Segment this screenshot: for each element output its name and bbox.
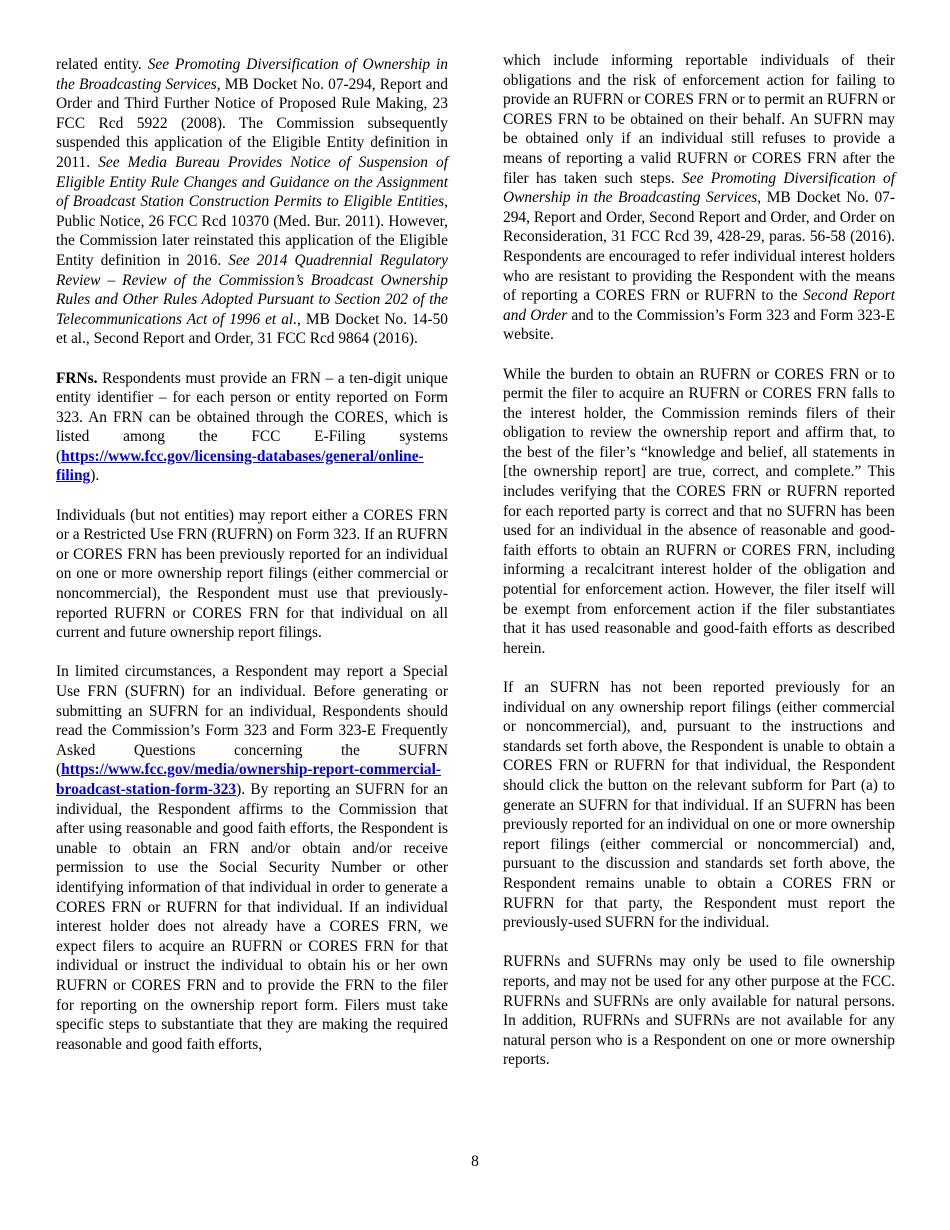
- right-column: [503, 51, 895, 1089]
- paragraph-usage-limits: RUFRNs and SUFRNs may only be used to file ownership reports, and may not be used for any other purpose at the FCC. RUFRNs and SUFRNs are only available for natural persons. In addition, RUFRNs and SUFRNs are not available for any natural person who is a Respondent on one or more ownership reports.: [503, 953, 895, 1069]
- paragraph-eligible-entity: related entity. See Promoting Diversification of Ownership in the Broadcasting Services, MB Docket No. 07-294, Report and Order and Third Further Notice of Proposed Rule Making, 23 FCC Rcd 5922 (2008). The Commission subsequently suspended this application of the Eligible Entity definition in 2011. See Media Bureau Provides Notice of Suspension of Eligible Entity Rule Changes and Guidance on the Assignment of Broadcast Station Construction Permits to Eligible Entities, Public Notice, 26 FCC Rcd 10370 (Med. Bur. 2011). However, the Commission later reinstated this application of the Eligible Entity definition in 2016. See 2014 Quadrennial Regulatory Review – Review of the Commission’s Broadcast Ownership Rules and Other Rules Adopted Pursuant to Section 202 of the Telecommunications Act of 1996 et al., MB Docket No. 14-50 et al., Second Report and Order, 31 FCC Rcd 9864 (2016).: [56, 56, 449, 348]
- online-filing-link[interactable]: https://www.fcc.gov/licensing-databases/general/online-filing: [56, 447, 424, 485]
- ownership-report-link[interactable]: https://www.fcc.gov/media/ownership-report-commercial-broadcast-station-form-323: [56, 761, 441, 798]
- paragraph-frns: FRNs. Respondents must provide an FRN – a ten-digit unique entity identifier – for each person or entity reported on Form 323. An FRN can be obtained through the CORES, which is listed among the FCC E-Filing systems (https://www.fcc.gov/licensing-databases/general/online-filing).: [56, 369, 448, 485]
- paragraph-sufrn: In limited circumstances, a Respondent may report a Special Use FRN (SUFRN) for an individual. Before generating or submitting an SUFRN for an individual, Respondents should read the Commission’s Form 323 and Form 323-E Frequently Asked Questions concerning the SUFRN (https://www.fcc.gov/media/ownership-report-commercial-broadcast-station-form-323). By reporting an SUFRN for an individual, the Respondent affirms to the Commission that after using reasonable and good faith efforts, the Respondent is unable to obtain an FRN and/or obtain and/or receive permission to use the Social Security Number or other identifying information of that individual in order to generate a CORES FRN or RUFRN for that individual. If an individual interest holder does not already have a CORES FRN, we expect filers to acquire an RUFRN or CORES FRN for that individual or instruct the individual to obtain his or her own RUFRN or CORES FRN and to provide the FRN to the filer for reporting on the ownership report form. Filers must take specific steps to substantiate that they are making the required reasonable and good faith efforts,: [56, 663, 448, 1053]
- left-column: [56, 55, 448, 1074]
- paragraph-obligations: which include informing reportable individuals of their obligations and the risk of enforcement action for failing to provide an RUFRN or CORES FRN or to permit an RUFRN or CORES FRN to be obtained on their behalf. An SUFRN may be obtained only if an individual still refuses to provide a means of reporting a valid RUFRN or CORES FRN after the filer has taken such steps. See Promoting Diversification of Ownership in the Broadcasting Services, MB Docket No. 07-294, Report and Order, Second Report and Order, and Order on Reconsideration, 31 FCC Rcd 39, 428-29, paras. 56-58 (2016). Respondents are encouraged to refer individual interest holders who are resistant to providing the Respondent with the means of reporting a CORES FRN or RUFRN to the Second Report and Order and to the Commission’s Form 323 and Form 323-E website.: [503, 52, 896, 344]
- frns-heading: FRNs.: [56, 369, 98, 387]
- paragraph-individuals: Individuals (but not entities) may report either a CORES FRN or a Restricted Use FRN (RUFRN) on Form 323. If an RUFRN or CORES FRN has been previously reported for an individual on one or more ownership report filings (either commercial or noncommercial), the Respondent must use that previously-reported RUFRN or CORES FRN for that individual on all current and future ownership report filings.: [56, 506, 448, 642]
- paragraph-not-reported: If an SUFRN has not been reported previously for an individual on any ownership report filings (either commercial or noncommercial), and, pursuant to the instructions and standards set forth above, the Respondent is unable to obtain a CORES FRN or RUFRN for that individual, the Respondent should click the button on the relevant subform for Part (a) to generate an SUFRN for that individual. If an SUFRN has been previously reported for an individual on one or more ownership report filings (either commercial or noncommercial) and, pursuant to the discussion and standards set forth above, the Respondent remains unable to obtain a CORES FRN or RUFRN for that party, the Respondent must report the previously-used SUFRN for the individual.: [503, 679, 895, 932]
- page-number: 8: [471, 1153, 479, 1170]
- paragraph-burden: While the burden to obtain an RUFRN or CORES FRN or to permit the filer to acquire an RUFRN or CORES FRN falls to the interest holder, the Commission reminds filers of their obligation to review the ownership report and affirm that, to the best of the filer’s “knowledge and belief, all statements in [the ownership report] are true, correct, and complete.” This includes verifying that the CORES FRN or RUFRN reported for each reported party is correct and that no SUFRN has been used for an individual in the absence of reasonable and good-faith efforts to obtain an RUFRN or CORES FRN, including informing a recalcitrant interest holder of the obligation and potential for enforcement action. However, the filer itself will be exempt from enforcement action if the filer substantiates that it has used reasonable and good-faith efforts as described herein.: [503, 365, 895, 657]
